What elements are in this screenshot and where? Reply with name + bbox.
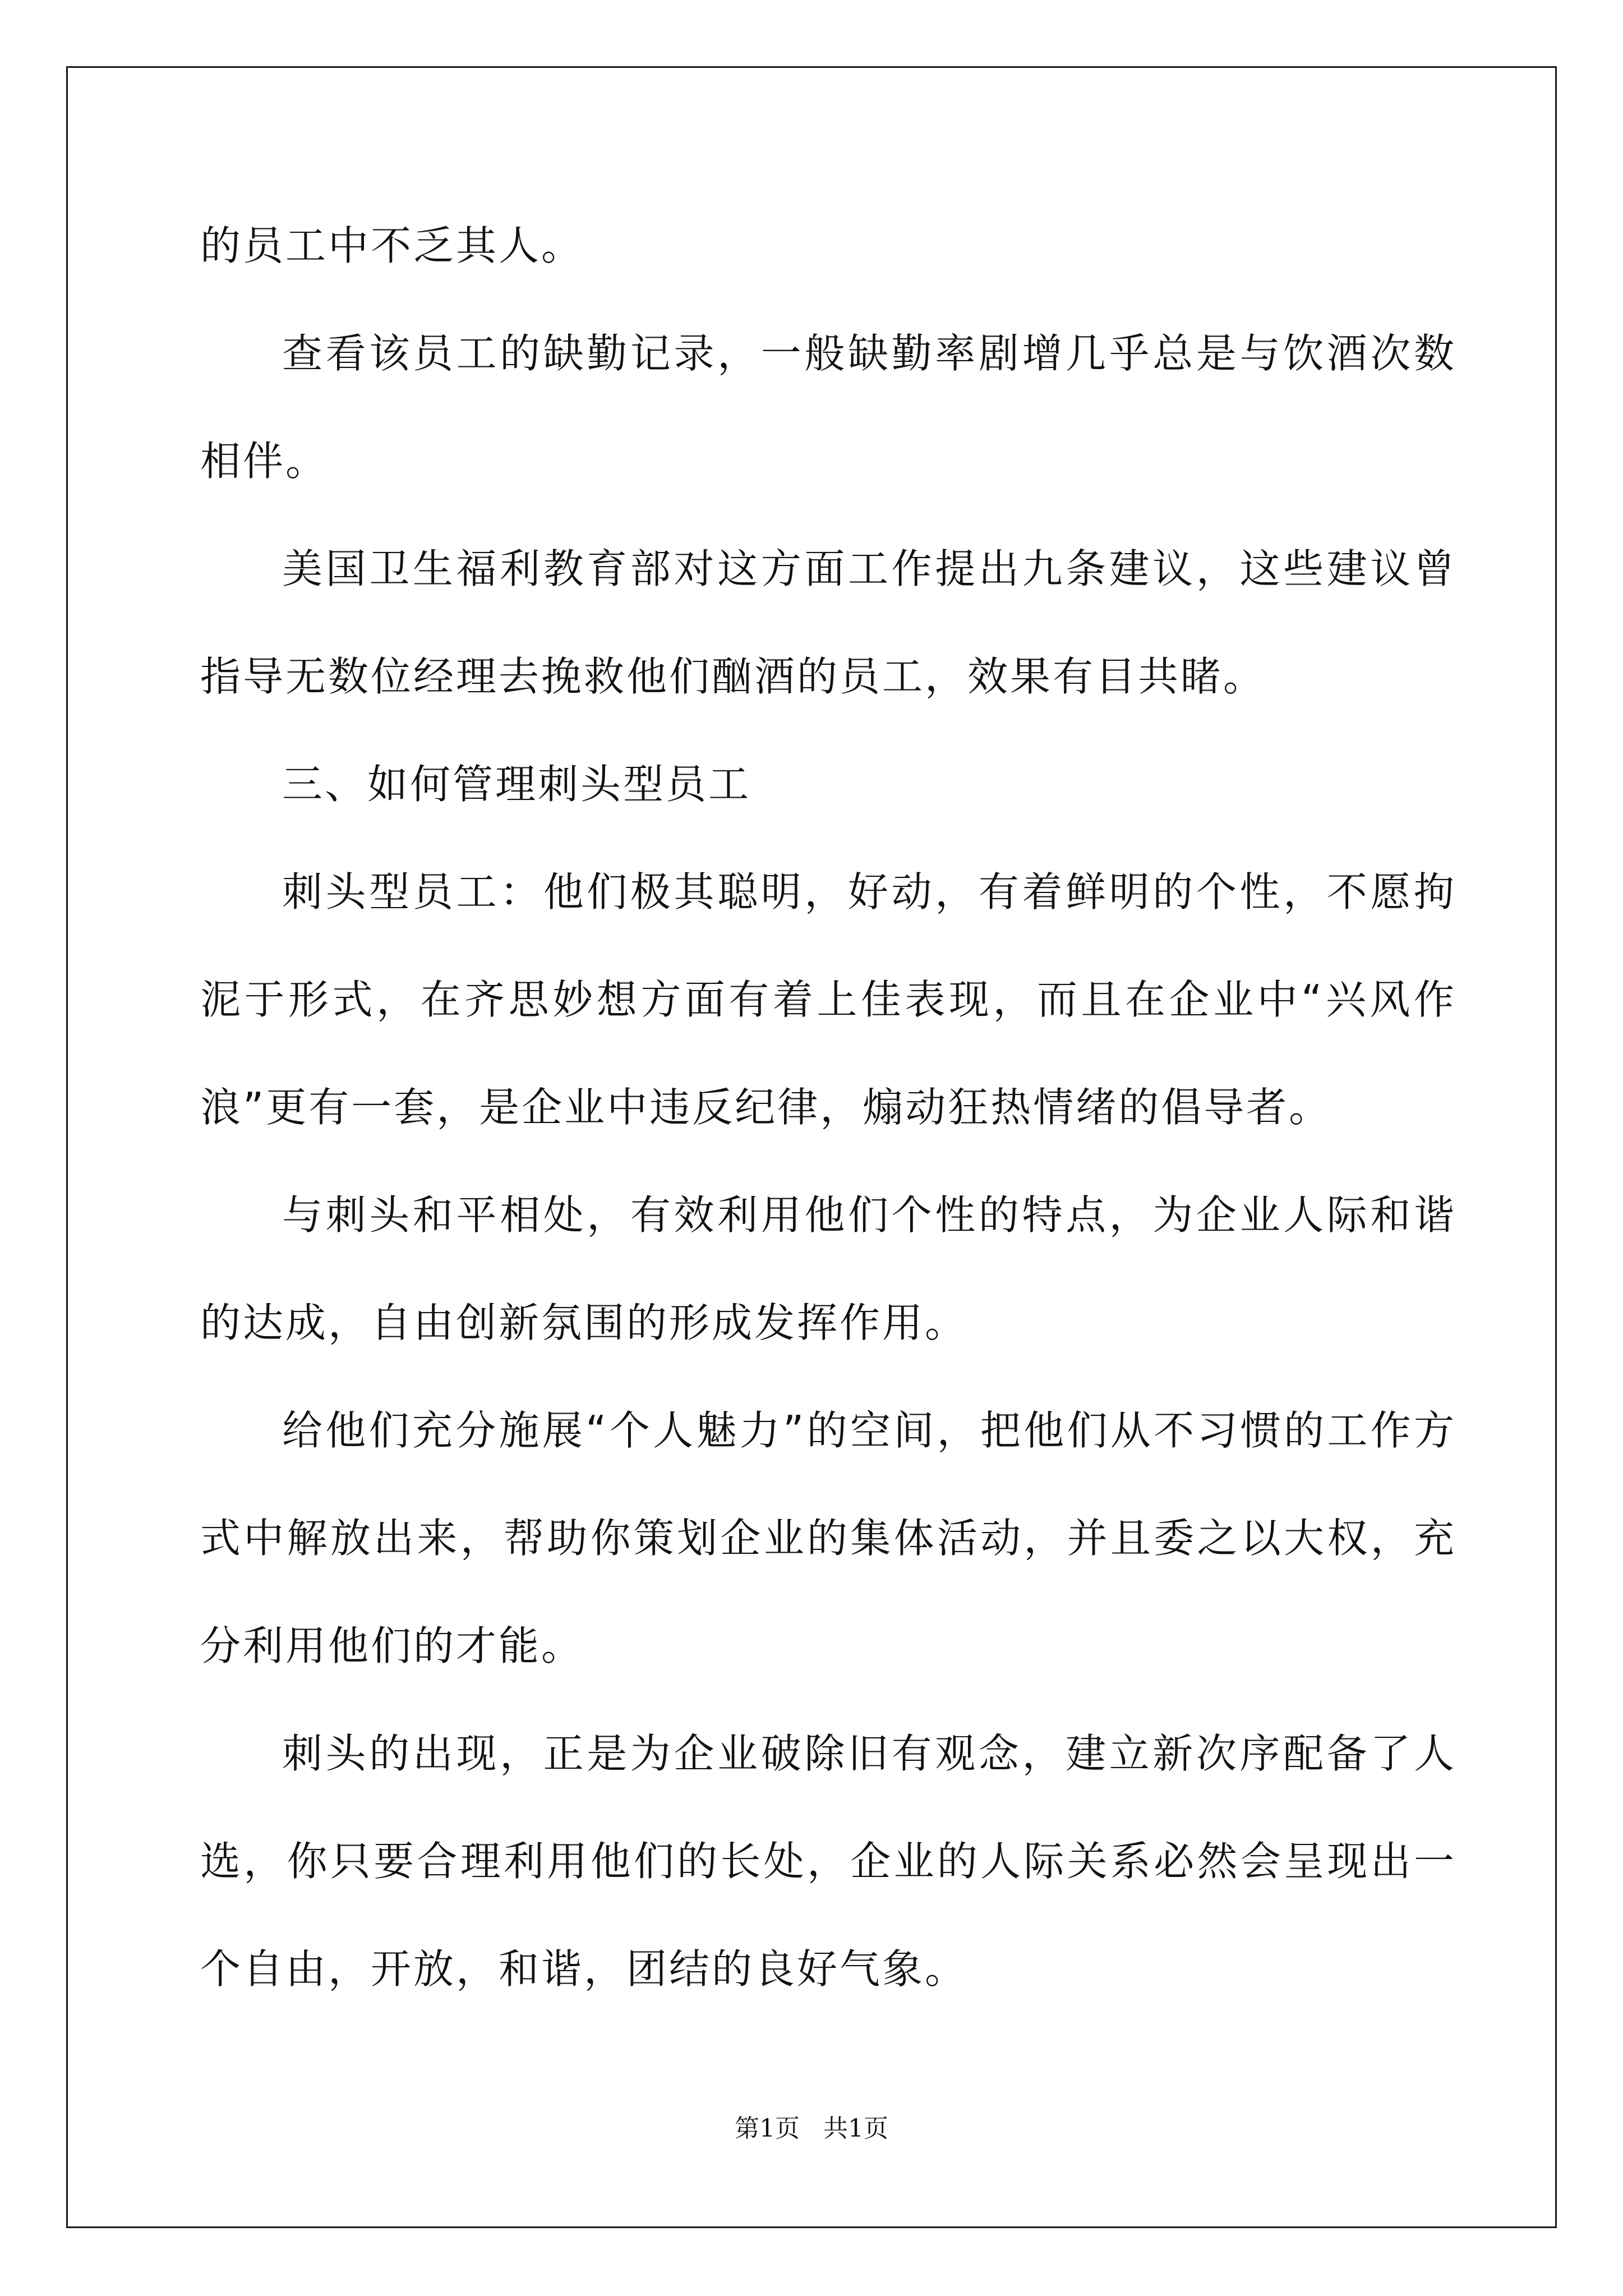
paragraph-coexist: 与刺头和平相处，有效利用他们个性的特点，为企业人际和谐的达成，自由创新氛围的形成发挥作用。	[200, 1191, 1456, 1346]
page-number: 第1页 共1页	[735, 2114, 888, 2143]
paragraph-hew-suggestions: 美国卫生福利教育部对这方面工作提出九条建议，这些建议曾指导无数位经理去挽救他们酗酒的员工，效果有目共睹。	[200, 545, 1456, 700]
paragraph-give-space: 给他们充分施展“个人魅力”的空间，把他们从不习惯的工作方式中解放出来，帮助你策划企业的集体活动，并且委之以大权，充分利用他们的才能。	[200, 1407, 1456, 1669]
paragraph-absence-record: 查看该员工的缺勤记录，一般缺勤率剧增几乎总是与饮酒次数相伴。	[200, 330, 1456, 485]
paragraph-conclusion: 刺头的出现，正是为企业破除旧有观念，建立新次序配备了人选，你只要合理利用他们的长处，企业的人际关系必然会呈现出一个自由，开放，和谐，团结的良好气象。	[200, 1730, 1456, 1993]
document-body	[200, 192, 1456, 2023]
paragraph-continuation: 的员工中不乏其人。	[200, 222, 584, 269]
section-heading: 三、如何管理刺头型员工	[282, 761, 751, 808]
paragraph-definition: 刺头型员工：他们极其聪明，好动，有着鲜明的个性，不愿拘泥于形式，在齐思妙想方面有着上佳表现，而且在企业中“兴风作浪”更有一套，是企业中违反纪律，煽动狂热情绪的倡导者。	[200, 868, 1456, 1131]
